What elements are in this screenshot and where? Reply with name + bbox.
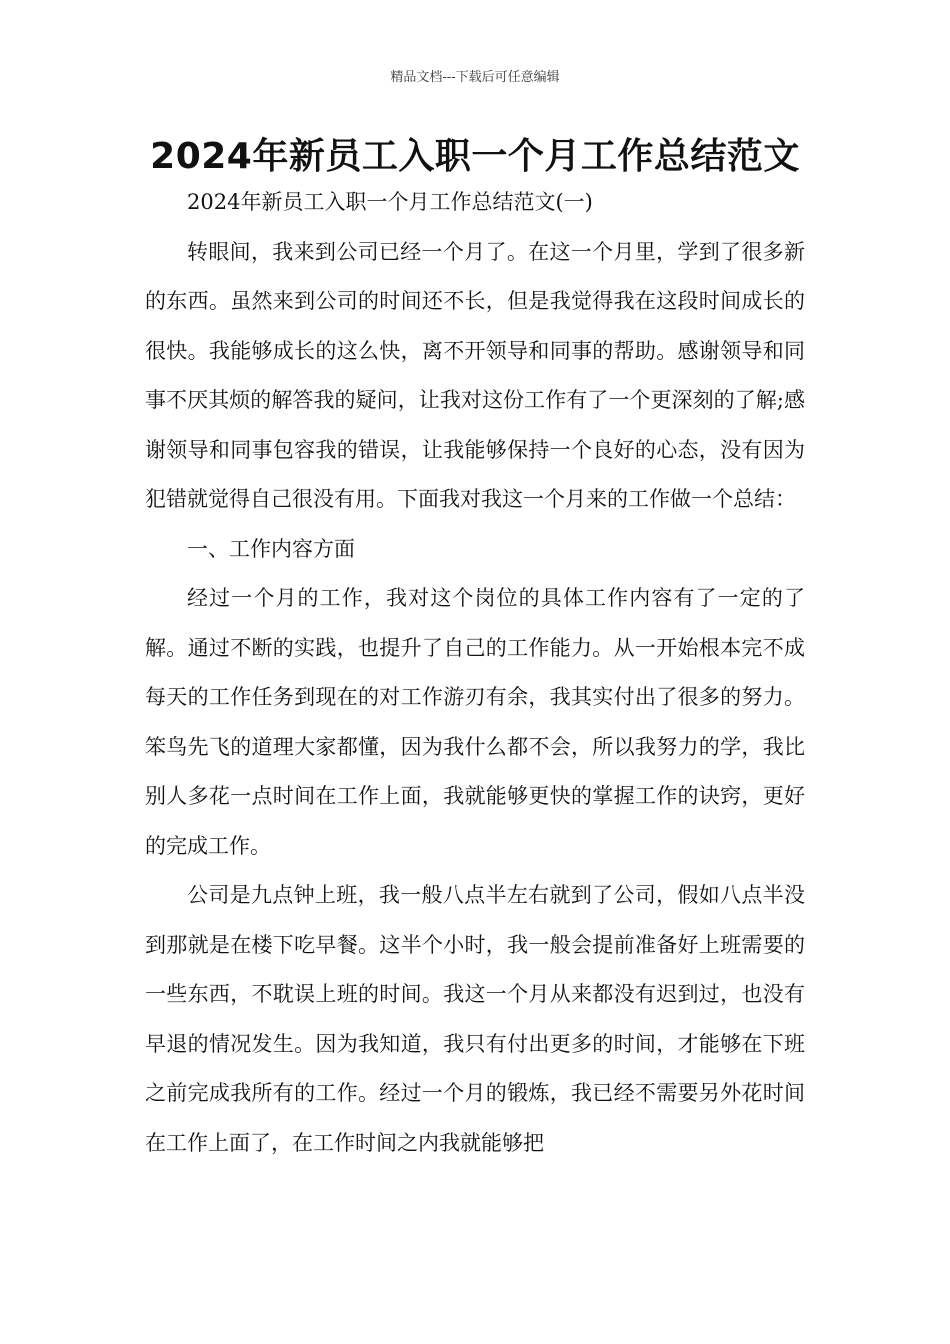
- header-note: 精品文档---下载后可任意编辑: [390, 70, 560, 85]
- document-title: 2024年新员工入职一个月工作总结范文: [150, 136, 800, 177]
- document-body: [145, 178, 805, 1168]
- paragraph: 经过一个月的工作，我对这个岗位的具体工作内容有了一定的了解。通过不断的实践，也提升了自己的工作能力。从一开始根本完不成每天的工作任务到现在的对工作游刃有余，我其实付出了很多的努力。笨鸟先飞的道理大家都懂，因为我什么都不会，所以我努力的学，我比别人多花一点时间在工作上面，我就能够更快的掌握工作的诀窍，更好的完成工作。: [145, 586, 805, 858]
- paragraph: 转眼间，我来到公司已经一个月了。在这一个月里，学到了很多新的东西。虽然来到公司的时间还不长，但是我觉得我在这段时间成长的很快。我能够成长的这么快，离不开领导和同事的帮助。感谢领导和同事不厌其烦的解答我的疑问，让我对这份工作有了一个更深刻的了解;感谢领导和同事包容我的错误，让我能够保持一个良好的心态，没有因为犯错就觉得自己很没有用。下面我对我这一个月来的工作做一个总结：: [145, 239, 805, 511]
- paragraph: 公司是九点钟上班，我一般八点半左右就到了公司，假如八点半没到那就是在楼下吃早餐。这半个小时，我一般会提前准备好上班需要的一些东西，不耽误上班的时间。我这一个月从来都没有迟到过，也没有早退的情况发生。因为我知道，我只有付出更多的时间，才能够在下班之前完成我所有的工作。经过一个月的锻炼，我已经不需要另外花时间在工作上面了，在工作时间之内我就能够把: [145, 883, 805, 1155]
- section-heading: 一、工作内容方面: [187, 536, 355, 561]
- document-subtitle: 2024年新员工入职一个月工作总结范文(一): [187, 190, 593, 214]
